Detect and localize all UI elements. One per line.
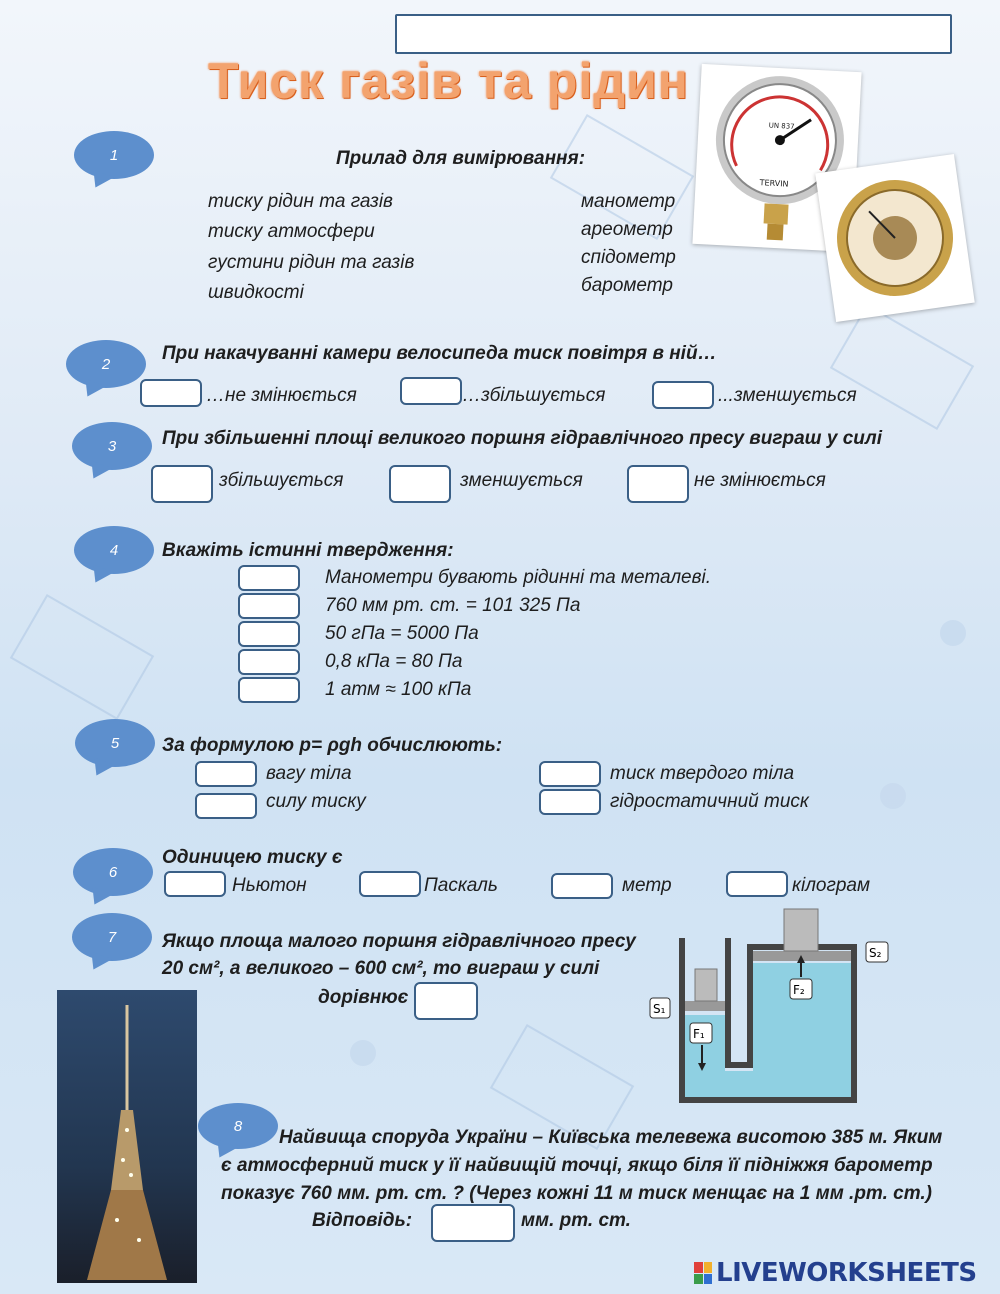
q8-answer-input[interactable] [431, 1204, 515, 1242]
press-f2-label: F₂ [793, 983, 805, 997]
q3-option-label: збільшується [219, 470, 344, 491]
q6-option-label: кілограм [792, 875, 871, 896]
q6-option-checkbox[interactable] [551, 873, 613, 899]
q2-option-checkbox[interactable] [652, 381, 714, 409]
q5-option-label: гідростатичний тиск [610, 791, 809, 812]
question-6-badge: 6 [73, 848, 153, 896]
press-s2-label: S₂ [869, 946, 882, 960]
q2-option-checkbox[interactable] [400, 377, 462, 405]
q4-statement: 1 атм ≈ 100 кПа [325, 679, 472, 700]
gauge-brand: TERVIN [759, 178, 789, 189]
q8-answer-label: Відповідь: [312, 1210, 413, 1231]
q3-heading: При збільшенні площі великого поршня гідравлічного пресу виграш у силі [162, 428, 882, 449]
q5-heading: За формулою p= ρgh обчислюють: [162, 735, 503, 756]
q6-option-checkbox[interactable] [164, 871, 226, 897]
bg-hexagon [830, 304, 974, 430]
q1-right-item[interactable]: спідометр [581, 247, 676, 268]
press-s1-label: S₁ [653, 1002, 666, 1016]
q2-option-label: …збільшується [462, 385, 606, 406]
q3-option-label: зменшується [460, 470, 583, 491]
q5-option-checkbox[interactable] [195, 793, 257, 819]
question-2-badge: 2 [66, 340, 146, 388]
q4-statement-checkbox[interactable] [238, 565, 300, 591]
q1-left-item[interactable]: тиску атмосфери [208, 221, 375, 242]
q1-right-item[interactable]: ареометр [581, 219, 673, 240]
q2-option-label: ...зменшується [718, 385, 857, 406]
name-input[interactable] [395, 14, 952, 54]
q5-option-label: тиск твердого тіла [610, 763, 795, 784]
bg-hexagon [10, 594, 154, 720]
q1-left-item[interactable]: тиску рідин та газів [208, 191, 393, 212]
q8-line1: Найвища споруда України – Київська телевежа висотою 385 м. Яким [279, 1127, 943, 1148]
q6-option-checkbox[interactable] [359, 871, 421, 897]
liveworksheets-logo[interactable] [694, 1258, 977, 1288]
q3-option-checkbox[interactable] [389, 465, 451, 503]
q2-option-checkbox[interactable] [140, 379, 202, 407]
tv-tower-image [57, 990, 197, 1283]
q4-statement: 50 гПа = 5000 Па [325, 623, 479, 644]
q7-line2: 20 см², а великого – 600 см², то виграш у силі [162, 958, 600, 979]
q1-left-item[interactable]: густини рідин та газів [208, 252, 415, 273]
q3-option-label: не змінюється [694, 470, 826, 491]
q2-option-label: …не змінюється [206, 385, 357, 406]
gauge-label: UN 837 [768, 121, 795, 131]
q4-statement: Манометри бувають рідинні та металеві. [325, 567, 712, 588]
q8-unit: мм. рт. ст. [521, 1210, 631, 1231]
q1-right-item[interactable]: манометр [581, 191, 676, 212]
question-1-badge: 1 [74, 131, 154, 179]
question-8-badge: 8 [198, 1103, 278, 1149]
q4-statement: 760 мм рт. ст. = 101 325 Па [325, 595, 581, 616]
q5-option-checkbox[interactable] [539, 761, 601, 787]
question-4-badge: 4 [74, 526, 154, 574]
bg-dot [350, 1040, 376, 1066]
logo-icon [694, 1262, 712, 1284]
page-title: Тиск газів та рідин [208, 53, 690, 109]
q3-option-checkbox[interactable] [627, 465, 689, 503]
bg-dot [880, 783, 906, 809]
q2-heading: При накачуванні камери велосипеда тиск повітря в ній… [162, 343, 717, 364]
q4-heading: Вкажіть істинні твердження: [162, 540, 454, 561]
q6-option-checkbox[interactable] [726, 871, 788, 897]
question-7-badge: 7 [72, 913, 152, 961]
q5-option-checkbox[interactable] [539, 789, 601, 815]
q7-line3: дорівнює [318, 987, 409, 1008]
barometer-image [815, 154, 975, 322]
q6-option-label: метр [622, 875, 672, 896]
q4-statement-checkbox[interactable] [238, 621, 300, 647]
press-f1-label: F₁ [693, 1027, 705, 1041]
question-3-badge: 3 [72, 422, 152, 470]
q4-statement-checkbox[interactable] [238, 649, 300, 675]
q4-statement-checkbox[interactable] [238, 593, 300, 619]
hydraulic-press-diagram [646, 905, 896, 1110]
q6-option-label: Паскаль [424, 875, 498, 896]
q4-statement-checkbox[interactable] [238, 677, 300, 703]
q8-line2: є атмосферний тиск у її найвищій точці, якщо біля її підніжжя барометр [221, 1155, 933, 1176]
q1-left-item[interactable]: швидкості [208, 282, 304, 303]
question-5-badge: 5 [75, 719, 155, 767]
q7-line1: Якщо площа малого поршня гідравлічного пресу [162, 931, 636, 952]
q5-option-label: силу тиску [266, 791, 366, 812]
q1-right-item[interactable]: барометр [581, 275, 673, 296]
q3-option-checkbox[interactable] [151, 465, 213, 503]
q5-option-label: вагу тіла [266, 763, 352, 784]
bg-dot [940, 620, 966, 646]
q6-heading: Одиницею тиску є [162, 847, 343, 868]
q6-option-label: Ньютон [232, 875, 307, 896]
q4-statement: 0,8 кПа = 80 Па [325, 651, 463, 672]
q7-answer-input[interactable] [414, 982, 478, 1020]
q8-line3: показує 760 мм. рт. ст. ? (Через кожні 11 м тиск менщає на 1 мм .рт. ст.) [221, 1183, 932, 1204]
q1-heading: Прилад для вимірювання: [336, 148, 586, 169]
q5-option-checkbox[interactable] [195, 761, 257, 787]
brand-name: LIVEWORKSHEETS [716, 1258, 977, 1288]
